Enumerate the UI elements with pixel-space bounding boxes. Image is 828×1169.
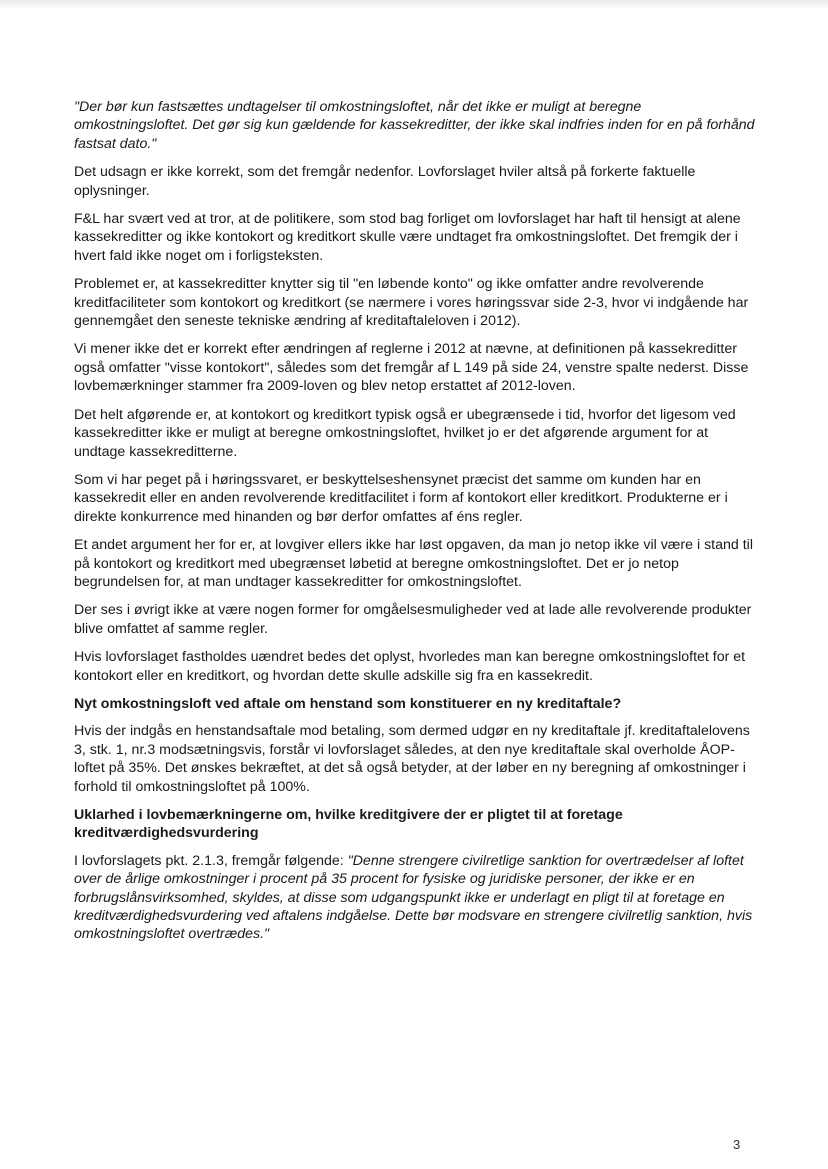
paragraph: Det helt afgørende er, at kontokort og kreditkort typisk også er ubegrænsede i tid, hvorfor det ligesom ved kassekreditter ikke er muligt at beregne omkostningsloftet, hvilket jo er det afgørende argument for at undtage kassekreditterne. [74, 406, 736, 460]
paragraph: F&L har svært ved at tror, at de politikere, som stod bag forliget om lovforslaget har haft til hensigt at alene kassekreditter og ikke kontokort og kreditkort skulle være undtaget fra omkostningsloftet. Det fremgik der i hvert fald ikke noget om i forligsteksten. [74, 211, 741, 264]
paragraph: Som vi har peget på i høringssvaret, er beskyttelseshensynet præcist det samme om kunden har en kassekredit eller en anden revolverende kreditfacilitet i form af kontokort eller kreditkort. Produkterne er i direkte konkurrence med hinanden og bør derfor omfattes af éns regler. [74, 471, 728, 525]
paragraph: Hvis der indgås en henstandsaftale mod betaling, som dermed udgør en ny kreditaftale jf. kreditaftalelovens 3, stk. 1, nr.3 modsætningsvis, forstår vi lovforslaget således, at den nye kreditaftale skal overholde ÅOP-loftet på 35%. Det ønskes bekræftet, at det så også betyder, at der løber en ny beregning af omkostninger i forhold til omkostningsloftet på 100%. [74, 723, 750, 795]
page-number: 3 [733, 1137, 741, 1152]
document-body [74, 98, 758, 954]
paragraph: Der ses i øvrigt ikke at være nogen former for omgåelsesmuligheder ved at lade alle revolverende produkter blive omfattet af samme regler. [74, 602, 752, 637]
paragraph: Et andet argument her for er, at lovgiver ellers ikke har løst opgaven, da man jo netop ikke vil være i stand til på kontokort og kreditkort med ubegrænset løbetid at beregne omkostningsloftet. Det er jo netop begrundelsen for, at man undtager kassekreditter for omkostningsloftet. [74, 537, 753, 590]
paragraph-with-quote [74, 852, 758, 944]
section-heading: Nyt omkostningsloft ved aftale om henstand som konstituerer en ny kreditaftale? [74, 695, 622, 712]
section-heading: Uklarhed i lovbemærkningerne om, hvilke kreditgivere der er pligtet til at foretage kreditværdighedsvurdering [74, 807, 623, 842]
paragraph-lead: I lovforslagets pkt. 2.1.3, fremgår følgende: [74, 852, 348, 869]
paragraph: Det udsagn er ikke korrekt, som det fremgår nedenfor. Lovforslaget hviler altså på forkerte faktuelle oplysninger. [74, 164, 696, 199]
scan-top-edge [0, 0, 828, 10]
paragraph: Hvis lovforslaget fastholdes uændret bedes det oplyst, hvorledes man kan beregne omkostningsloftet for et kontokort eller en kreditkort, og hvordan dette skulle adskille sig fra en kassekredit. [74, 649, 746, 684]
paragraph: Problemet er, at kassekreditter knytter sig til "en løbende konto" og ikke omfatter andre revolverende kreditfaciliteter som kontokort og kreditkort (se nærmere i vores høringssvar side 2-3, hvor vi indgående har gennemgået den seneste tekniske ændring af kreditaftaleloven i 2012). [74, 276, 749, 330]
quoted-excerpt: "Der bør kun fastsættes undtagelser til omkostningsloftet, når det ikke er muligt at beregne omkostningsloftet. Det gør sig kun gældende for kassekreditter, der ikke skal indfries inden for en på forhånd fastsat dato." [74, 99, 755, 152]
paragraph: Vi mener ikke det er korrekt efter ændringen af reglerne i 2012 at nævne, at definitionen på kassekreditter også omfatter "visse kontokort", således som det fremgår af L 149 på side 24, venstre spalte nederst. Disse lovbemærkninger stammer fra 2009-loven og blev netop erstattet af 2012-loven. [74, 341, 749, 395]
quoted-excerpt: "Denne strengere civilretlige sanktion for overtrædelser af loftet over de årlige omkostninger i procent på 35 procent for fysiske og juridiske personer, der ikke er en forbrugslånsvirksomhed, skyldes, at disse som udgangspunkt ikke er underlagt en pligt til at foretage en kreditværdighedsvurdering ved aftalens indgåelse. Dette bør modsvare en strengere civilretlig sanktion, hvis omkostningsloftet overtrædes." [74, 852, 753, 943]
